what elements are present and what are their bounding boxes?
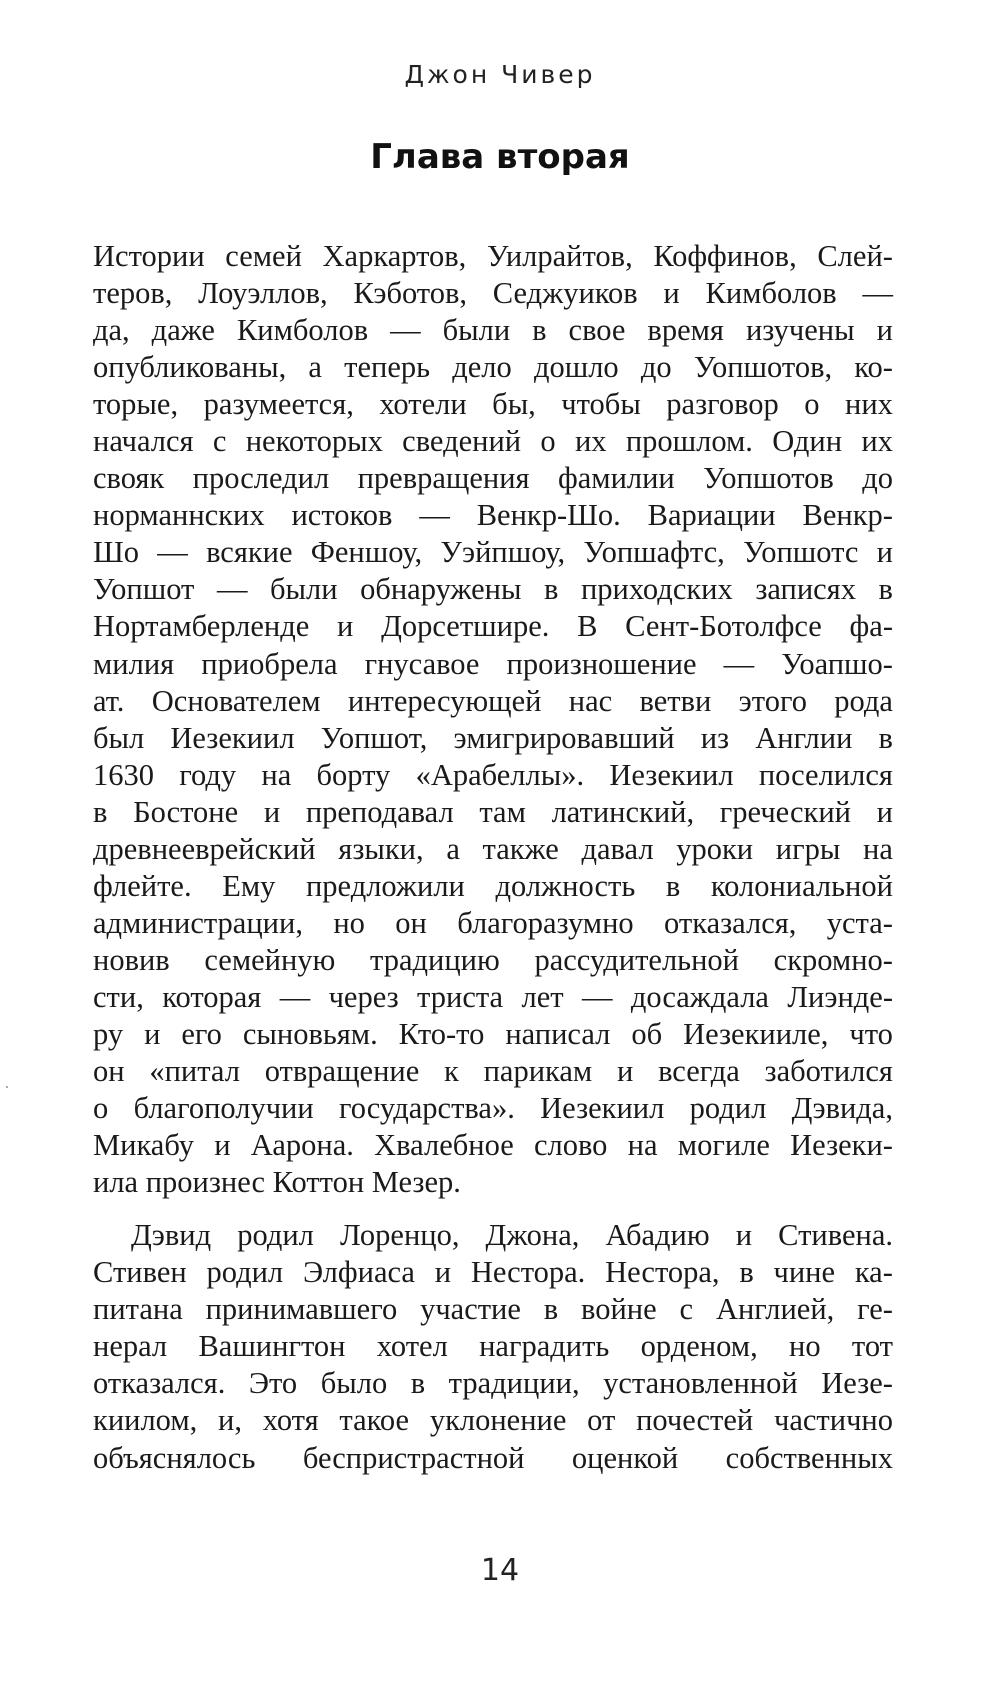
text-line: опубликованы, а теперь дело дошло до Уопшотов, ко- <box>93 350 893 385</box>
text-line: отказался. Это было в традиции, установленной Иезе- <box>93 1366 893 1401</box>
text-line: администрации, но он благоразумно отказался, уста- <box>93 905 893 940</box>
text-line: питана принимавшего участие в войне с Англией, ге- <box>93 1292 893 1327</box>
text-line: 1630 году на борту «Арабеллы». Иезекиил поселился <box>93 757 893 792</box>
text-line: нерал Вашингтон хотел наградить орденом, но тот <box>93 1329 893 1364</box>
chapter-title: Глава вторая <box>370 137 630 177</box>
page-number: 14 <box>480 1553 520 1588</box>
text-line: торые, разумеется, хотели бы, чтобы разговор о них <box>93 387 893 422</box>
text-line: в Бостоне и преподавал там латинский, греческий и <box>93 794 893 829</box>
text-line: флейте. Ему предложили должность в колониальной <box>93 868 893 903</box>
text-line: Уопшот — были обнаружены в приходских записях в <box>93 572 893 607</box>
text-line: ат. Основателем интересующей нас ветви этого рода <box>93 683 893 718</box>
text-line: о благополучии государства». Иезекиил родил Дэвида, <box>93 1091 893 1126</box>
text-line: да, даже Кимболов — были в свое время изучены и <box>93 313 893 348</box>
text-line: начался с некоторых сведений о их прошлом. Один их <box>93 424 893 459</box>
text-line: Истории семей Харкартов, Уилрайтов, Коффинов, Слей- <box>93 239 893 273</box>
text-line: был Иезекиил Уопшот, эмигрировавший из Англии в <box>93 720 893 755</box>
text-line: милия приобрела гнусавое произношение — Уоапшо- <box>93 646 893 681</box>
text-line: объяснялось беспристрастной оценкой собственных <box>93 1440 893 1475</box>
scan-speck <box>6 1086 8 1088</box>
text-line: Стивен родил Элфиаса и Нестора. Нестора, в чине ка- <box>93 1255 893 1290</box>
text-line: древнееврейский языки, а также давал уроки игры на <box>93 831 893 866</box>
text-line: свояк проследил превращения фамилии Уопшотов до <box>93 461 893 496</box>
text-line: новив семейную традицию рассудительной скромно- <box>93 942 893 977</box>
text-line: теров, Лоуэллов, Кэботов, Седжуиков и Кимболов — <box>93 276 893 311</box>
text-line: Шо — всякие Феншоу, Уэйпшоу, Уопшафтс, Уопшотс и <box>93 535 893 570</box>
paragraph <box>93 238 893 1201</box>
text-line: сти, которая — через триста лет — досаждала Лиэнде- <box>93 979 893 1014</box>
text-line: киилом, и, хотя такое уклонение от почестей частично <box>93 1403 893 1438</box>
body-text <box>93 238 893 1477</box>
text-line: ила произнес Коттон Мезер. <box>93 1165 461 1200</box>
text-line: Микабу и Аарона. Хвалебное слово на могиле Иезеки- <box>93 1128 893 1163</box>
text-line: ру и его сыновьям. Кто-то написал об Иезекииле, что <box>93 1016 893 1051</box>
text-line: Дэвид родил Лоренцо, Джона, Абадию и Стивена. <box>131 1218 893 1253</box>
paragraph-gap <box>93 1201 893 1217</box>
text-line: Нортамберленде и Дорсетшире. В Сент-Ботолфсе фа- <box>93 609 893 644</box>
text-line: он «питал отвращение к парикам и всегда заботился <box>93 1054 893 1089</box>
text-line: норманнских истоков — Венкр-Шо. Вариации Венкр- <box>93 498 893 533</box>
paragraph <box>93 1217 893 1476</box>
running-head-author: Джон Чивер <box>404 60 596 89</box>
